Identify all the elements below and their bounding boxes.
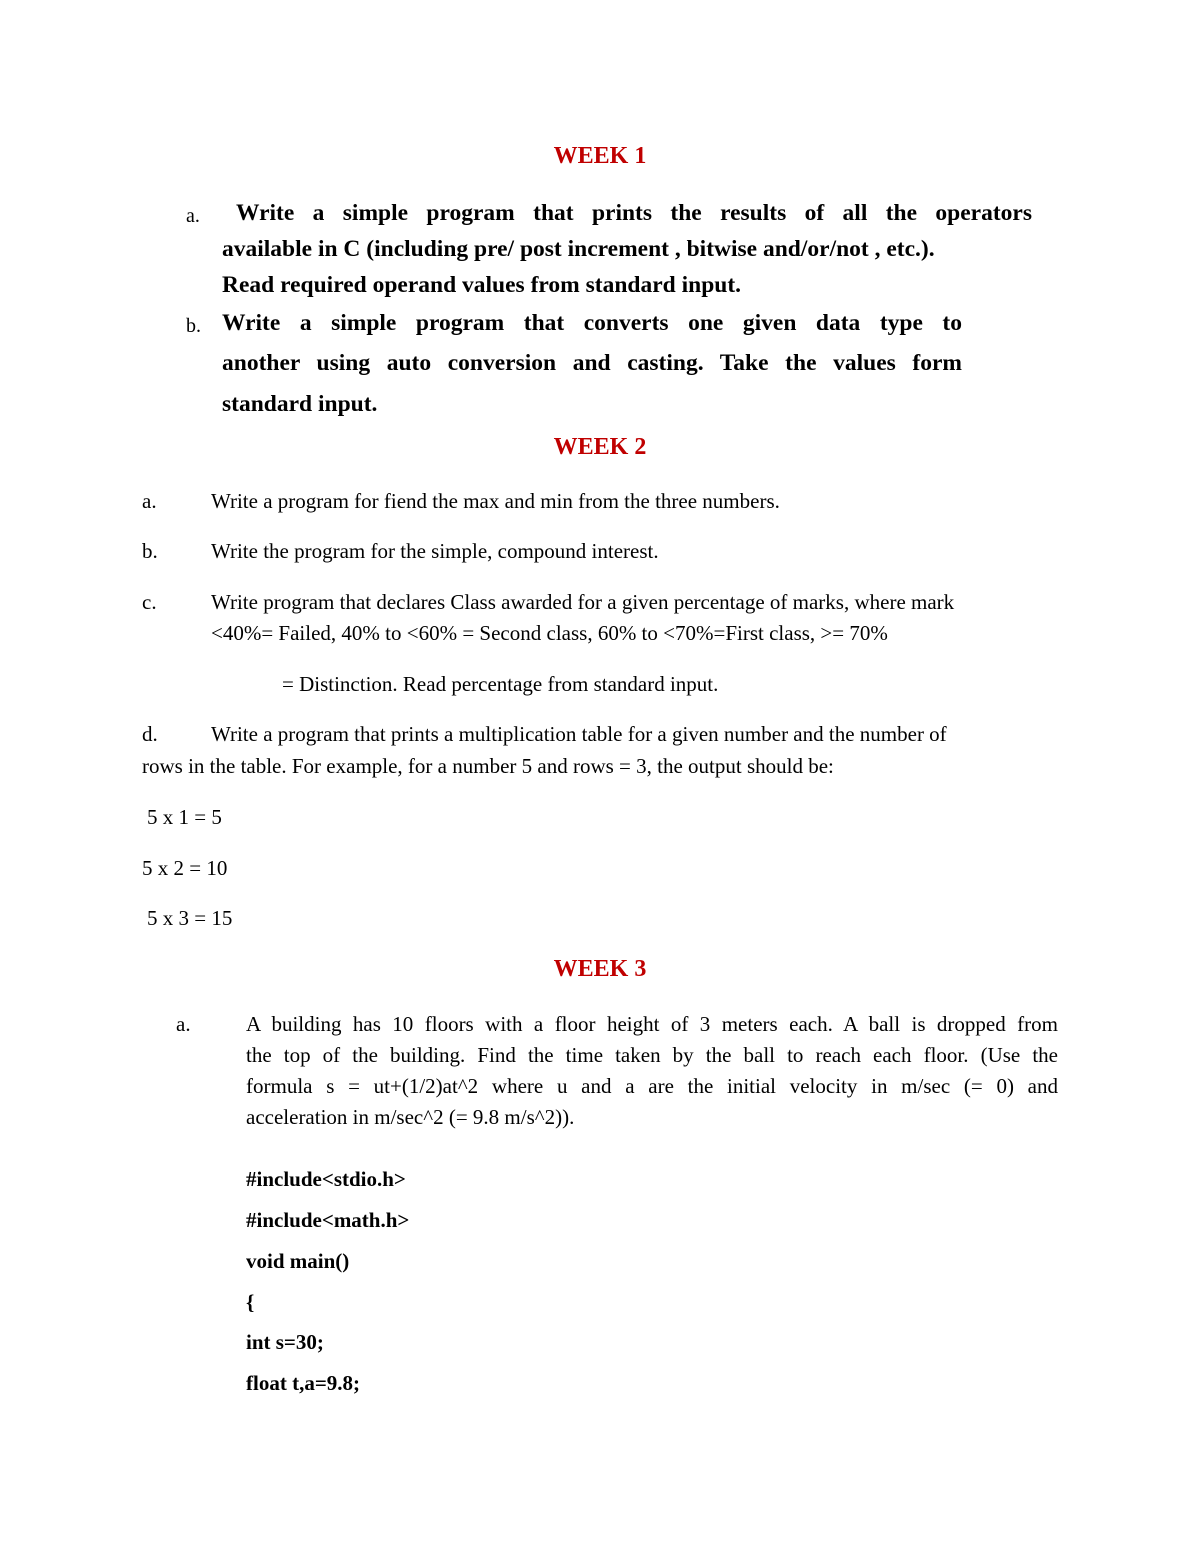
week1-item-b-marker: b. xyxy=(186,315,201,337)
week1-item-b-line1: Write a simple program that converts one given data type to xyxy=(222,310,962,336)
week1-item-b-line2: another using auto conversion and casting. Take the values form xyxy=(222,350,962,376)
week2-item-c-marker: c. xyxy=(142,590,157,614)
example-output-line-2: 5 x 2 = 10 xyxy=(142,856,228,880)
week1-item-a-line1: Write a simple program that prints the results of all the operators xyxy=(236,200,1032,226)
week2-item-b-marker: b. xyxy=(142,539,158,563)
week2-item-d-line2: rows in the table. For example, for a number 5 and rows = 3, the output should be: xyxy=(142,754,834,778)
week1-item-b-line3: standard input. xyxy=(222,391,378,417)
week2-item-b-text: Write the program for the simple, compound interest. xyxy=(211,539,659,563)
week1-item-a-line3: Read required operand values from standard input. xyxy=(222,272,742,298)
week2-item-a-text: Write a program for fiend the max and min from the three numbers. xyxy=(211,489,780,513)
example-output-line-1: 5 x 1 = 5 xyxy=(147,805,222,829)
week3-item-a-line2: the top of the building. Find the time taken by the ball to reach each floor. (Use the xyxy=(246,1043,1058,1067)
week2-item-c-line3: = Distinction. Read percentage from standard input. xyxy=(282,672,719,696)
week1-item-a-line2: available in C (including pre/ post increment , bitwise and/or/not , etc.). xyxy=(222,236,935,262)
week1-item-a-marker: a. xyxy=(186,205,200,227)
week2-item-d-marker: d. xyxy=(142,722,158,746)
week3-item-a-line4: acceleration in m/sec^2 (= 9.8 m/s^2)). xyxy=(246,1105,575,1129)
week3-item-a-marker: a. xyxy=(176,1012,191,1036)
code-line-2: #include<math.h> xyxy=(246,1208,410,1232)
week2-item-c-line1: Write program that declares Class awarded for a given percentage of marks, where mark xyxy=(211,590,955,614)
week2-item-d-line1: Write a program that prints a multiplication table for a given number and the number of xyxy=(211,722,947,746)
week1-heading: WEEK 1 xyxy=(553,143,647,169)
example-output-line-3: 5 x 3 = 15 xyxy=(147,906,233,930)
week2-item-a-marker: a. xyxy=(142,489,157,513)
code-line-1: #include<stdio.h> xyxy=(246,1167,406,1191)
week3-item-a-line1: A building has 10 floors with a floor height of 3 meters each. A ball is dropped from xyxy=(246,1012,1058,1036)
week3-item-a-line3: formula s = ut+(1/2)at^2 where u and a are the initial velocity in m/sec (= 0) and xyxy=(246,1074,1058,1098)
code-line-3: void main() xyxy=(246,1249,350,1273)
week2-item-c-line2: <40%= Failed, 40% to <60% = Second class, 60% to <70%=First class, >= 70% xyxy=(211,621,888,645)
week3-heading: WEEK 3 xyxy=(553,956,647,982)
code-line-6: float t,a=9.8; xyxy=(246,1371,361,1395)
code-line-5: int s=30; xyxy=(246,1330,324,1354)
code-line-4: { xyxy=(246,1290,255,1314)
week2-heading: WEEK 2 xyxy=(553,434,647,460)
